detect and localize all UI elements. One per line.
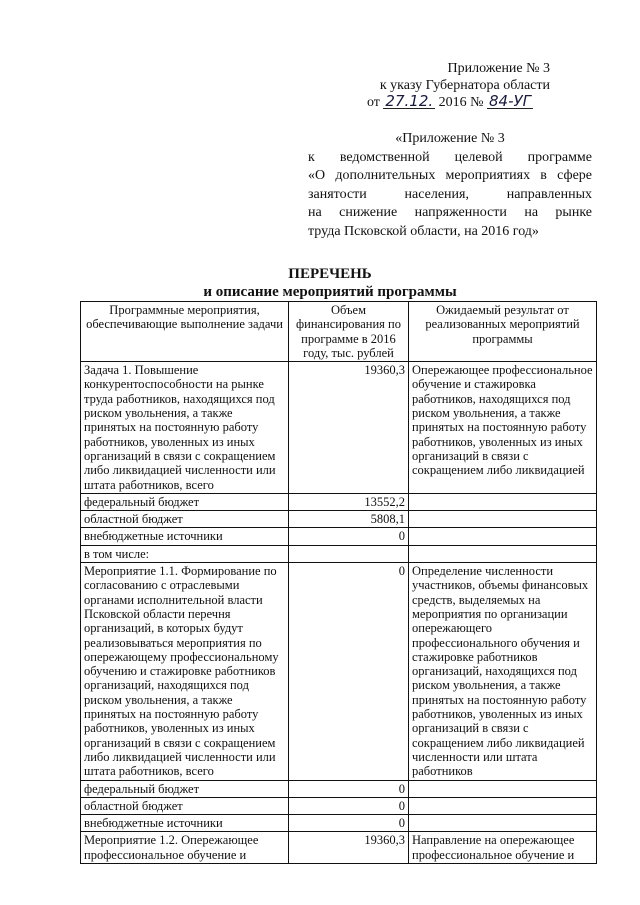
table-cell: внебюджетные источники (81, 528, 289, 545)
program-appendix-line: труда Псковской области, на 2016 год» (308, 223, 539, 239)
table-row (81, 815, 597, 832)
table-cell: 0 (289, 780, 409, 797)
table-cell: 19360,3 (289, 362, 409, 494)
appendix-date-line: от 27.12. 2016 № 84-УГ (366, 92, 531, 110)
appendix-header (350, 60, 550, 111)
appendix-decree-ref: к указу Губернатора области (379, 78, 550, 93)
program-appendix-line: «О дополнительных мероприятиях в сфере (308, 168, 592, 183)
table-row (81, 832, 597, 864)
column-header: Ожидаемый результат от реализованных мероприятий программы (409, 302, 597, 362)
handwritten-number: 84-УГ (489, 92, 531, 110)
program-appendix-header (308, 130, 592, 241)
table-cell: Направление на опережающее профессиональное обучение и (409, 832, 597, 864)
table-cell (409, 528, 597, 545)
table-header-row (81, 302, 597, 362)
table-cell: 0 (289, 797, 409, 814)
appendix-number: Приложение № 3 (447, 61, 550, 76)
measures-table (80, 301, 597, 864)
table-cell: Опережающее профессиональное обучение и стажировка работников, находящихся под риском увольнения, а также принятых на постоянную работу работников, уволенных из иных организаций в связи с сокращением либо ликвидацией (409, 362, 597, 494)
table-cell: Определение численности участников, объемы финансовых средств, выделяемых на мероприятия по организации опережающего профессионального обучения и стажировке работников организаций, находящихся под риском увольнения, а также принятых на постоянную работу работников, уволенных из иных организаций в связи с сокращением либо ликвидацией численности или штата работников (409, 563, 597, 780)
table-cell: 0 (289, 815, 409, 832)
table-cell: 0 (289, 563, 409, 780)
table-cell: внебюджетные источники (81, 815, 289, 832)
document-title: ПЕРЕЧЕНЬ (288, 266, 372, 282)
table-cell: 19360,3 (289, 832, 409, 864)
table-cell (409, 545, 597, 562)
table-cell: областной бюджет (81, 797, 289, 814)
table-cell (289, 545, 409, 562)
table-cell: Задача 1. Повышение конкурентоспособности на рынке труда работников, находящихся под риском увольнения, а также принятых на постоянную работу работников, уволенных из иных организаций в связи с сокращением либо ликвидацией численности или штата работников, всего (81, 362, 289, 494)
program-appendix-line: занятости населения, направленных (308, 186, 592, 202)
program-appendix-line: «Приложение № 3 (395, 131, 505, 146)
table-cell: областной бюджет (81, 511, 289, 528)
document-subtitle: и описание мероприятий программы (203, 284, 457, 300)
table-cell (409, 780, 597, 797)
table-cell: федеральный бюджет (81, 780, 289, 797)
column-header: Программные мероприятия, обеспечивающие выполнение задачи (81, 302, 289, 362)
column-header: Объем финансирования по программе в 2016 году, тыс. рублей (289, 302, 409, 362)
table-row (81, 563, 597, 780)
table-row (81, 797, 597, 814)
program-appendix-line: к ведомственной целевой программе (308, 149, 592, 165)
table-cell (409, 815, 597, 832)
table-row (81, 528, 597, 545)
table-row (81, 780, 597, 797)
program-appendix-line: на снижение напряженности на рынке (308, 205, 592, 220)
table-cell: Мероприятие 1.2. Опережающее профессиональное обучение и (81, 832, 289, 864)
table-cell: 13552,2 (289, 493, 409, 510)
table-cell: в том числе: (81, 545, 289, 562)
table-cell: Мероприятие 1.1. Формирование по согласованию с отраслевыми органами исполнительной власти Псковской области перечня организаций, в которых будут реализовываться мероприятия по опережающему профессиональному обучению и стажировке работников организаций, находящихся под риском увольнения, а также принятых на постоянную работу работников, уволенных из иных организаций в связи с сокращением либо ликвидацией численности или штата работников, всего (81, 563, 289, 780)
table-row (81, 493, 597, 510)
table-cell: 0 (289, 528, 409, 545)
table-row (81, 362, 597, 494)
table-row (81, 545, 597, 562)
table-cell: федеральный бюджет (81, 493, 289, 510)
handwritten-date: 27.12. (385, 92, 434, 110)
table-cell: 5808,1 (289, 511, 409, 528)
table-row (81, 511, 597, 528)
table-cell (409, 493, 597, 510)
table-cell (409, 511, 597, 528)
table-cell (409, 797, 597, 814)
